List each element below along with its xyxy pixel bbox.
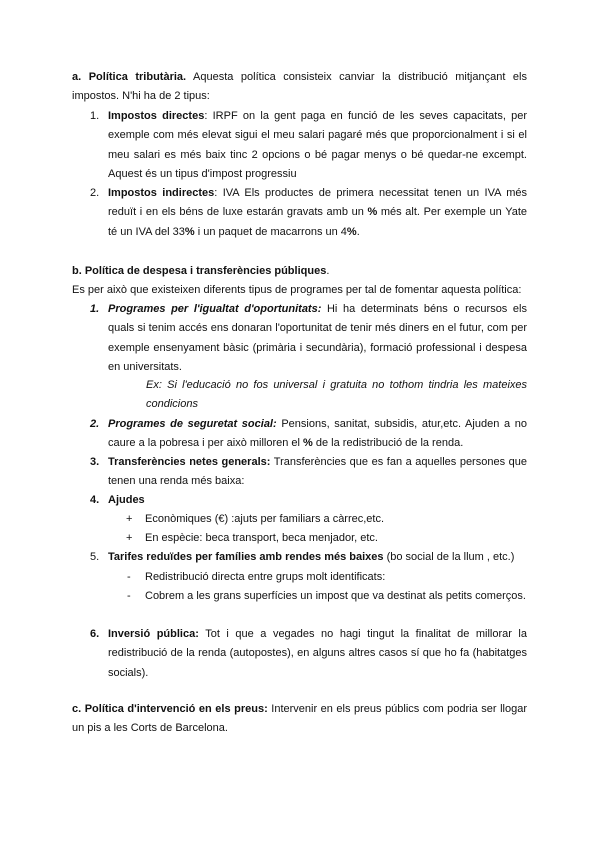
list-number: 1. [90,303,100,315]
item-title: Impostos directes [108,110,205,122]
heading-period: . [326,265,330,277]
sub-list-item: Cobrem a les grans superfícies un impost que va destinat als petits comerços. [145,590,526,602]
percent-sign: % [367,206,378,219]
item-text: Pensions, sanitat, subsidis, atur,etc. Ajuden a no caure a la pobresa i per això milloren el [108,418,527,450]
item-text: més alt. Per exemple un Yate té un IVA del 33 [108,206,528,238]
plus-bullet-icon: + [126,513,133,525]
percent-sign: % [346,225,357,238]
item-title: Tarifes reduïdes per famílies amb rendes més baixes [108,551,384,563]
item-text: Transferències que es fan a aquelles persones que tenen una renda més baixa: [108,456,527,488]
item-text: : IRPF on la gent paga en funció de les seves capacitats, per exemple com més elevat sigui el meu salari pagaré més que proporcionalment i si el meu salari es més baix tinc 2 opcions o bé pagar menys o bé quedar-ne excempt. Aquest és un tipus d'impost progressiu [108,110,527,180]
item-title: Transferències netes generals: [108,456,271,468]
item-text: (bo social de la llum , etc.) [383,551,515,563]
item-text: : IVA Els productes de primera necessitat tenen un IVA més reduït i en els béns de luxe estarán gravats amb un [108,187,527,219]
list-item-igualtat-oportunitats [108,300,527,377]
section-a-intro: Aquesta política consisteix canviar la distribució mitjançant els impostos. N'hi ha de 2 tipus: [72,71,527,103]
list-item-impostos-indirectes [108,184,527,242]
item-title: Inversió pública: [108,628,199,640]
section-b-heading: b. Política de despesa i transferències públiques [72,265,327,277]
item-text: de la redistribució de la renda. [312,437,464,450]
list-item-seguretat-social [108,415,527,454]
section-b-intro: Es per això que existeixen diferents tipus de programes per tal de fomentar aquesta política: [72,284,522,296]
dash-bullet-icon: - [127,590,131,602]
item-text: i un paquet de macarrons un 4 [194,225,347,238]
list-item-inversio-publica [108,625,527,683]
example-note: Ex: Si l'educació no fos universal i gratuita no tothom tindria les mateixes condicions [146,379,527,411]
list-number: 5. [90,551,100,563]
section-b-heading-line [72,262,527,281]
section-a-heading: a. Política tributària. [72,71,187,83]
sub-list-item: En espècie: beca transport, beca menjador, etc. [145,532,378,544]
item-text: Tot i que a vegades no hagi tingut la finalitat de millorar la redistribució de la renda (autopostes), en alguns altres casos sí que ho fa (habitatges socials). [108,628,527,679]
list-number: 2. [90,187,100,199]
list-item-tarifes-reduides [108,548,527,567]
list-number: 1. [90,110,100,122]
item-text: Hi ha determinats béns o recursos els quals si tenim accés ens donaran l'oportunitat de tenir més diners en el futur, com per exemple ensenyament bàsic (primària i secundària), formació professional i despesa en universitats. [108,303,527,373]
list-number: 3. [90,456,100,468]
item-title: Programes de seguretat social: [108,418,277,430]
section-c-paragraph [72,700,527,739]
item-title: Programes per l'igualtat d'oportunitats: [108,303,322,315]
list-item-impostos-directes [108,107,527,184]
list-number: 2. [90,418,100,430]
plus-bullet-icon: + [126,532,133,544]
section-c-text: Intervenir en els preus públics com podria ser llogar un pis a les Corts de Barcelona. [72,703,527,735]
percent-sign: % [303,437,313,450]
item-title: Impostos indirectes [108,187,215,199]
list-item-ajudes [108,491,527,510]
percent-sign: % [184,225,195,238]
item-title: Ajudes [108,494,145,506]
sub-list-item: Econòmiques (€) :ajuts per familiars a càrrec,etc. [145,513,385,525]
list-number: 4. [90,494,100,506]
section-a-paragraph [72,68,527,107]
section-c-heading: c. Política d'intervenció en els preus: [72,703,268,715]
sub-list-item: Redistribució directa entre grups molt identificats: [145,571,386,583]
dash-bullet-icon: - [127,571,131,583]
list-item-transferencies [108,453,527,492]
item-text: . [356,225,360,238]
list-number: 6. [90,628,100,640]
